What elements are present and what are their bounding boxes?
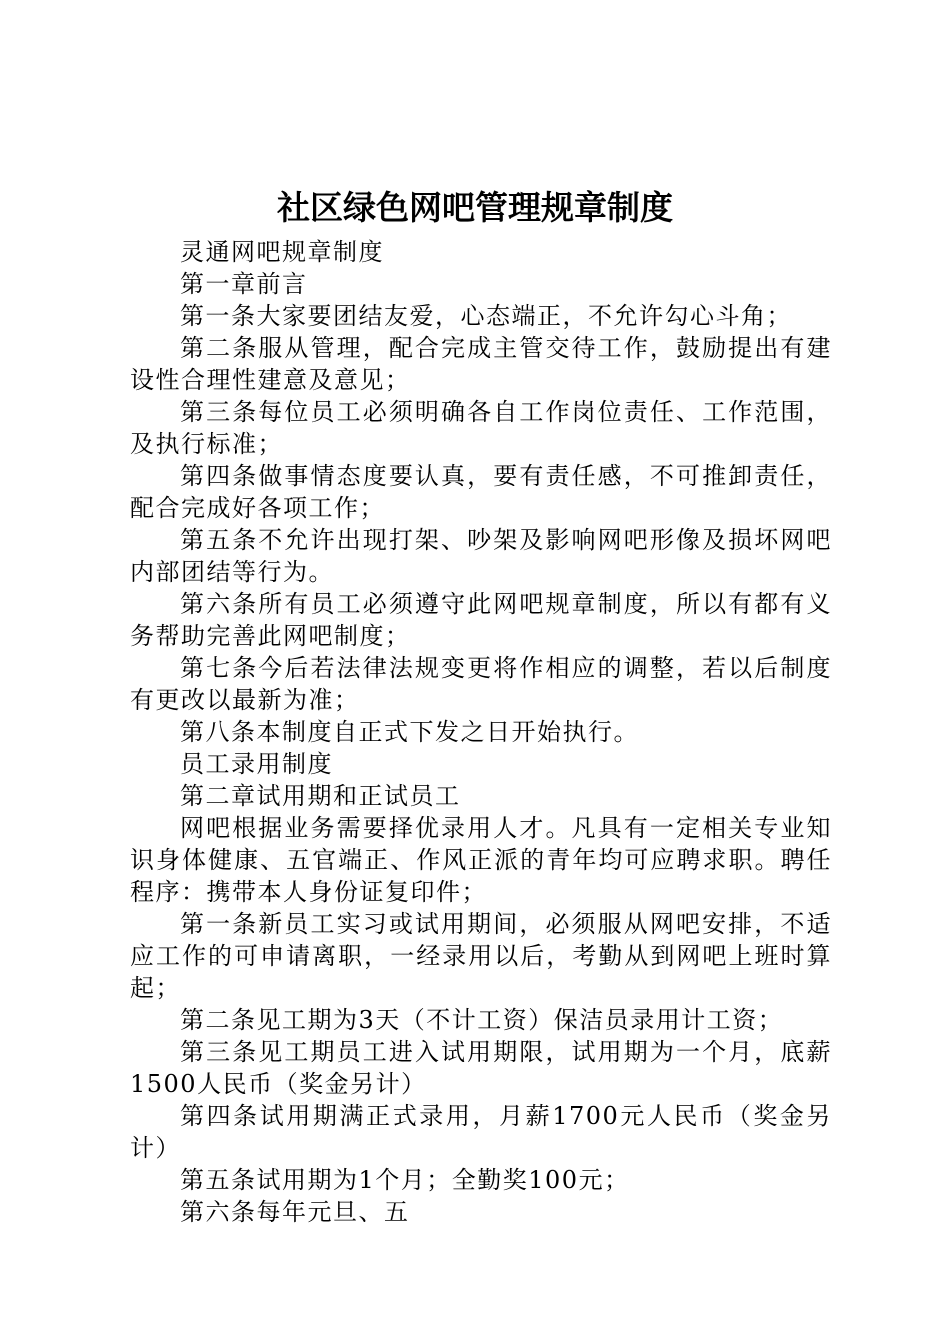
paragraph: 第三条每位员工必须明确各自工作岗位责任、工作范围，及执行标准；	[130, 398, 832, 458]
paragraph: 第一条大家要团结友爱，心态端正，不允许勾心斗角；	[180, 302, 792, 330]
paragraph: 第五条不允许出现打架、吵架及影响网吧形像及损坏网吧内部团结等行为。	[130, 526, 832, 586]
paragraph: 第五条试用期为1个月；全勤奖100元；	[180, 1166, 630, 1194]
chapter-heading: 第一章前言	[180, 270, 308, 298]
paragraph: 第六条所有员工必须遵守此网吧规章制度，所以有都有义务帮助完善此网吧制度；	[130, 590, 832, 650]
document-body	[130, 236, 832, 1228]
paragraph: 第三条见工期员工进入试用期限，试用期为一个月，底薪1500人民币（奖金另计）	[130, 1038, 832, 1098]
paragraph: 第六条每年元旦、五	[180, 1198, 410, 1226]
section-heading: 员工录用制度	[180, 750, 333, 778]
paragraph: 第七条今后若法律法规变更将作相应的调整，若以后制度有更改以最新为准；	[130, 654, 832, 714]
paragraph: 灵通网吧规章制度	[180, 238, 384, 266]
paragraph: 第一条新员工实习或试用期间，必须服从网吧安排，不适应工作的可申请离职，一经录用以后，考勤从到网吧上班时算起；	[130, 910, 832, 1002]
paragraph: 第四条做事情态度要认真，要有责任感，不可推卸责任，配合完成好各项工作；	[130, 462, 832, 522]
paragraph: 第二条见工期为3天（不计工资）保洁员录用计工资；	[180, 1006, 784, 1034]
chapter-heading: 第二章试用期和正试员工	[180, 782, 461, 810]
document-title: 社区绿色网吧管理规章制度	[277, 188, 673, 227]
paragraph: 第四条试用期满正式录用，月薪1700元人民币（奖金另计）	[130, 1102, 832, 1162]
paragraph: 第二条服从管理，配合完成主管交待工作，鼓励提出有建设性合理性建意及意见；	[130, 334, 832, 394]
paragraph: 网吧根据业务需要择优录用人才。凡具有一定相关专业知识身体健康、五官端正、作风正派的青年均可应聘求职。聘任程序：携带本人身份证复印件；	[130, 814, 832, 906]
paragraph: 第八条本制度自正式下发之日开始执行。	[180, 718, 639, 746]
